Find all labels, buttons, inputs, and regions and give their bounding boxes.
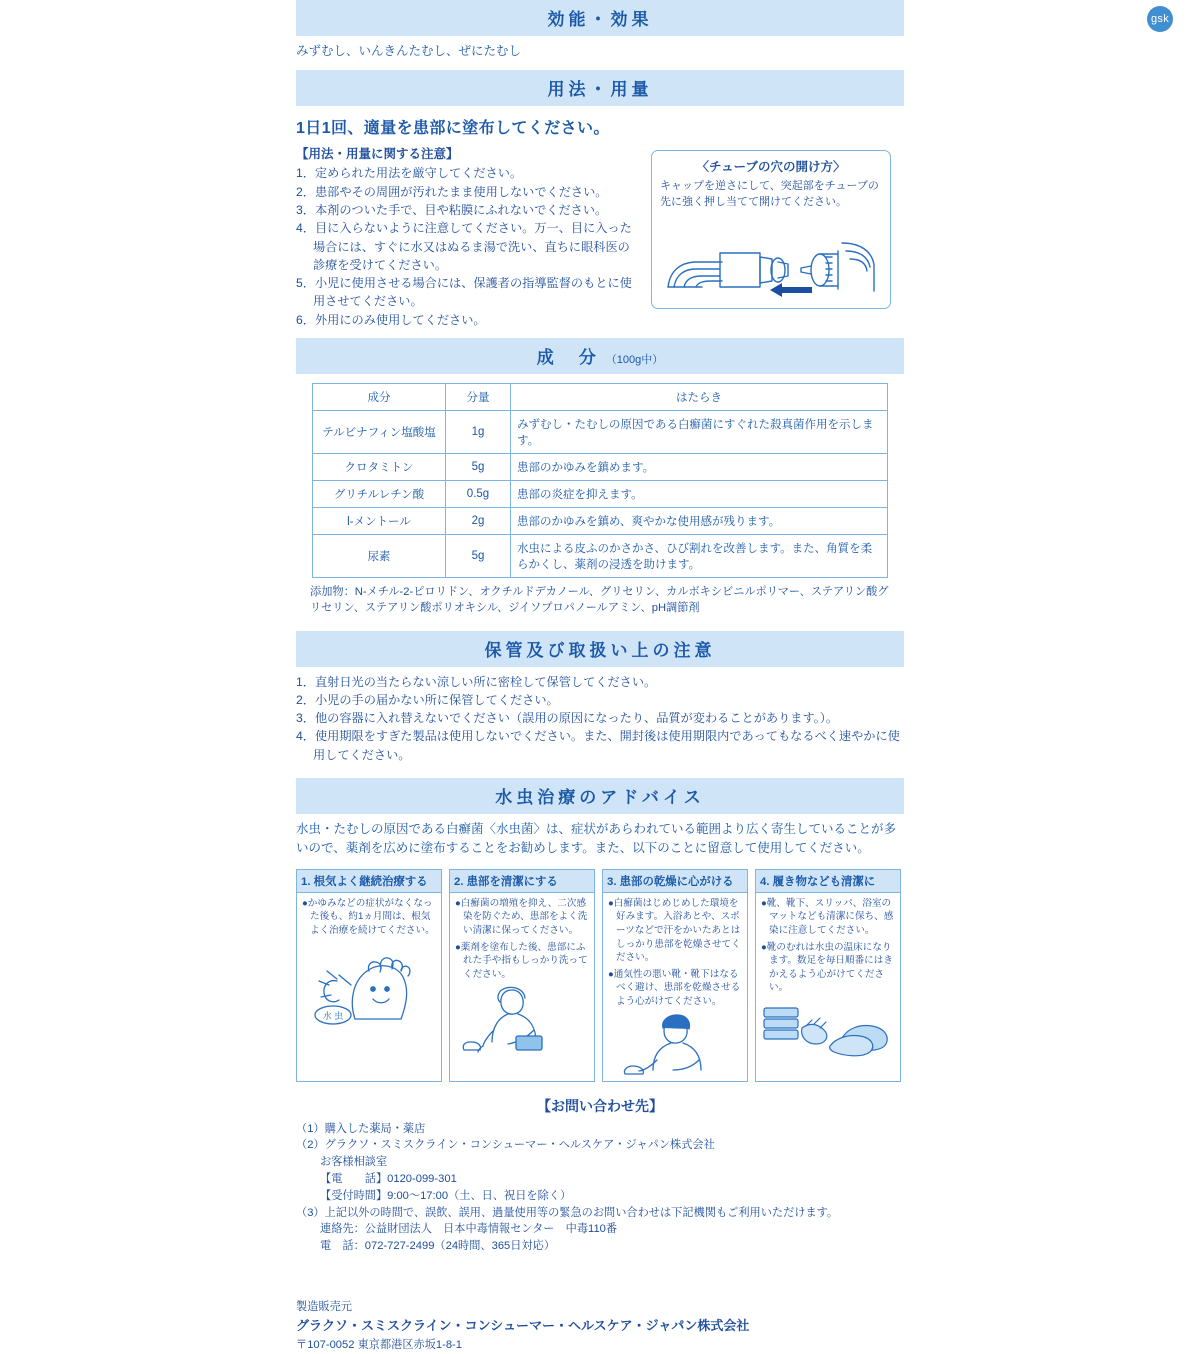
table-row	[313, 454, 888, 481]
cell-work: みずむし・たむしの原因である白癬菌にすぐれた殺真菌作用を示します。	[511, 411, 888, 454]
section-heading-efficacy: 効能・効果	[296, 0, 904, 36]
card-paragraph: ●靴、靴下、スリッパ、浴室のマットなども清潔に保ち、感染に注意してください。	[761, 897, 894, 936]
card-title: 1. 根気よく継続治療する	[297, 870, 441, 893]
contact-block	[296, 1121, 904, 1255]
list-item: 4．使用期限をすぎた製品は使用しないでください。また、開封後は使用期限内であってもなるべく速やかに使用してください。	[296, 729, 900, 762]
card-paragraph: ●薬剤を塗布した後、患部にふれた手や指もしっかり洗ってください。	[455, 941, 588, 980]
list-item: 2．患部やその周囲が汚れたまま使用しないでください。	[296, 184, 608, 199]
section-heading-storage: 保管及び取扱い上の注意	[296, 631, 904, 667]
tube-box-text: キャップを逆さにして、突起部をチューブの先に強く押し当てて開けてください。	[660, 180, 879, 209]
cell-name: l-メントール	[313, 508, 446, 535]
advice-card-2	[449, 869, 595, 1082]
cell-amount: 5g	[446, 535, 511, 578]
cell-amount: 1g	[446, 411, 511, 454]
card-body	[450, 893, 594, 985]
tube-illustration	[660, 213, 882, 304]
svg-text:水 虫: 水 虫	[322, 1010, 344, 1021]
table-header-row	[313, 384, 888, 411]
advice-card-list	[296, 869, 904, 1082]
list-item: 6．外用にのみ使用してください。	[296, 312, 486, 327]
footer-label: 製造販売元	[296, 1301, 352, 1313]
advice-intro: 水虫・たむしの原因である白癬菌〈水虫菌〉は、症状があらわれている範囲より広く寄生していることが多いので、薬剤を広めに塗布することをお勧めします。また、以下のことに留意して使用してください。	[296, 822, 897, 856]
leaflet-content	[296, 0, 904, 1354]
ingredients-heading-text: 成 分	[536, 348, 600, 368]
footer-address: 〒107-0052 東京都港区赤坂1-8-1	[296, 1338, 463, 1351]
card-paragraph: ●白癬菌はじめじめした環境を好みます。入浴あとや、スポーツなどで汗をかいたあとはしっかり患部を乾燥させてください。	[608, 897, 741, 964]
additives-text: 添加物：N-メチル-2-ピロリドン、オクチルドデカノール、グリセリン、カルボキシビニルポリマー、ステアリン酸グリセリン、ステアリン酸ポリオキシル、ジイソプロパノールアミン、pH調節剤	[310, 586, 889, 615]
list-item: 3．本剤のついた手で、目や粘膜にふれないでください。	[296, 202, 608, 217]
cell-work: 水虫による皮ふのかさかさ、ひび割れを改善します。また、角質を柔らかくし、薬剤の浸透を助けます。	[511, 535, 888, 578]
contact-line: 電 話：072-727-2499（24時間、365日対応）	[320, 1240, 556, 1253]
list-item: 1．直射日光の当たらない涼しい所に密栓して保管してください。	[296, 674, 657, 689]
contact-line: 【受付時間】9:00〜17:00（土、日、祝日を除く）	[320, 1189, 572, 1202]
ingredients-heading-sub: （100g中）	[605, 354, 664, 367]
contact-title: 【お問い合わせ先】	[537, 1097, 663, 1114]
section-heading-advice: 水虫治療のアドバイス	[296, 778, 904, 814]
footer-block	[296, 1299, 904, 1354]
list-item: 3．他の容器に入れ替えないでください（誤用の原因になったり、品質が変わることがあります。）。	[296, 711, 839, 726]
card-title: 4. 履き物なども清潔に	[756, 870, 900, 893]
illustration-person-washing-feet	[450, 984, 594, 1080]
ingredients-table	[312, 383, 888, 578]
card-paragraph: ●靴のむれは水虫の温床になります。数足を毎日順番にはきかえるよう心がけてください。	[761, 941, 893, 994]
card-title: 2. 患部を清潔にする	[450, 870, 594, 893]
advice-card-3	[602, 869, 748, 1082]
dosage-notes	[296, 144, 641, 329]
efficacy-text: みずむし、いんきんたむし、ぜにたむし	[296, 44, 522, 58]
card-paragraph: ●通気性の悪い靴・靴下はなるべく避け、患部を乾燥させるよう心がけてください。	[608, 968, 741, 1008]
list-item: 4．目に入らないように注意してください。万一、目に入った場合には、すぐに水又はぬるま湯で洗い、直ちに眼科医の診療を受けてください。	[296, 221, 632, 272]
card-body	[297, 893, 441, 941]
tube-box-title: 〈チューブの穴の開け方〉	[696, 160, 846, 175]
cell-name: 尿素	[313, 535, 446, 578]
dosage-lead: 1日1回、適量を患部に塗布してください。	[296, 120, 610, 138]
dosage-notes-list	[296, 164, 641, 329]
contact-line: 【電 話】0120-099-301	[320, 1173, 457, 1186]
contact-line: （2）グラクソ・スミスクライン・コンシューマー・ヘルスケア・ジャパン株式会社	[296, 1139, 715, 1152]
advice-card-4	[755, 869, 901, 1082]
tube-opening-box	[651, 150, 891, 309]
card-body	[603, 893, 747, 1012]
list-item: 1．定められた用法を厳守してください。	[296, 166, 523, 181]
cell-work: 患部のかゆみを鎮めます。	[511, 454, 888, 481]
cell-work: 患部の炎症を抑えます。	[511, 481, 888, 508]
table-row	[313, 535, 888, 578]
advice-card-1	[296, 869, 442, 1082]
illustration-foot-with-soap	[297, 941, 441, 1081]
footer-company: グラクソ・スミスクライン・コンシューマー・ヘルスケア・ジャパン株式会社	[296, 1318, 750, 1334]
cell-amount: 5g	[446, 454, 511, 481]
contact-line: 連絡先：公益財団法人 日本中毒情報センター 中毒110番	[320, 1223, 618, 1236]
column-header-name: 成分	[313, 384, 446, 411]
card-paragraph: ●白癬菌の増殖を抑え、二次感染を防ぐため、患部をよく洗い清潔に保ってください。	[455, 897, 588, 936]
list-item: 5．小児に使用させる場合には、保護者の指導監督のもとに使用させてください。	[296, 276, 632, 309]
column-header-work: はたらき	[511, 384, 888, 411]
section-heading-dosage: 用法・用量	[296, 70, 904, 106]
cell-amount: 2g	[446, 508, 511, 535]
illustration-shoes-and-slippers	[756, 998, 900, 1081]
contact-line: お客様相談室	[320, 1156, 388, 1169]
cell-name: グリチルレチン酸	[313, 481, 446, 508]
cell-amount: 0.5g	[446, 481, 511, 508]
card-body	[756, 893, 900, 998]
list-item: 2．小児の手の届かない所に保管してください。	[296, 692, 559, 707]
table-row	[313, 508, 888, 535]
table-row	[313, 411, 888, 454]
cell-work: 患部のかゆみを鎮め、爽やかな使用感が残ります。	[511, 508, 888, 535]
dosage-row	[296, 144, 904, 329]
gsk-logo: gsk	[1147, 6, 1173, 32]
illustration-person-drying-foot	[603, 1012, 747, 1081]
contact-line: （3）上記以外の時間で、誤飲、誤用、過量使用等の緊急のお問い合わせは下記機関もご利用いただけます。	[296, 1206, 839, 1219]
section-heading-ingredients	[296, 338, 904, 374]
cell-name: クロタミトン	[313, 454, 446, 481]
cell-name: テルビナフィン塩酸塩	[313, 411, 446, 454]
contact-line: （1）購入した薬局・薬店	[296, 1122, 426, 1135]
table-row	[313, 481, 888, 508]
card-paragraph: ●かゆみなどの症状がなくなった後も、約1ヵ月間は、根気よく治療を続けてください。	[302, 897, 435, 936]
column-header-amount: 分量	[446, 384, 511, 411]
card-title: 3. 患部の乾燥に心がける	[603, 870, 747, 893]
dosage-notes-title: 【用法・用量に関する注意】	[296, 147, 459, 162]
storage-list	[296, 673, 904, 764]
